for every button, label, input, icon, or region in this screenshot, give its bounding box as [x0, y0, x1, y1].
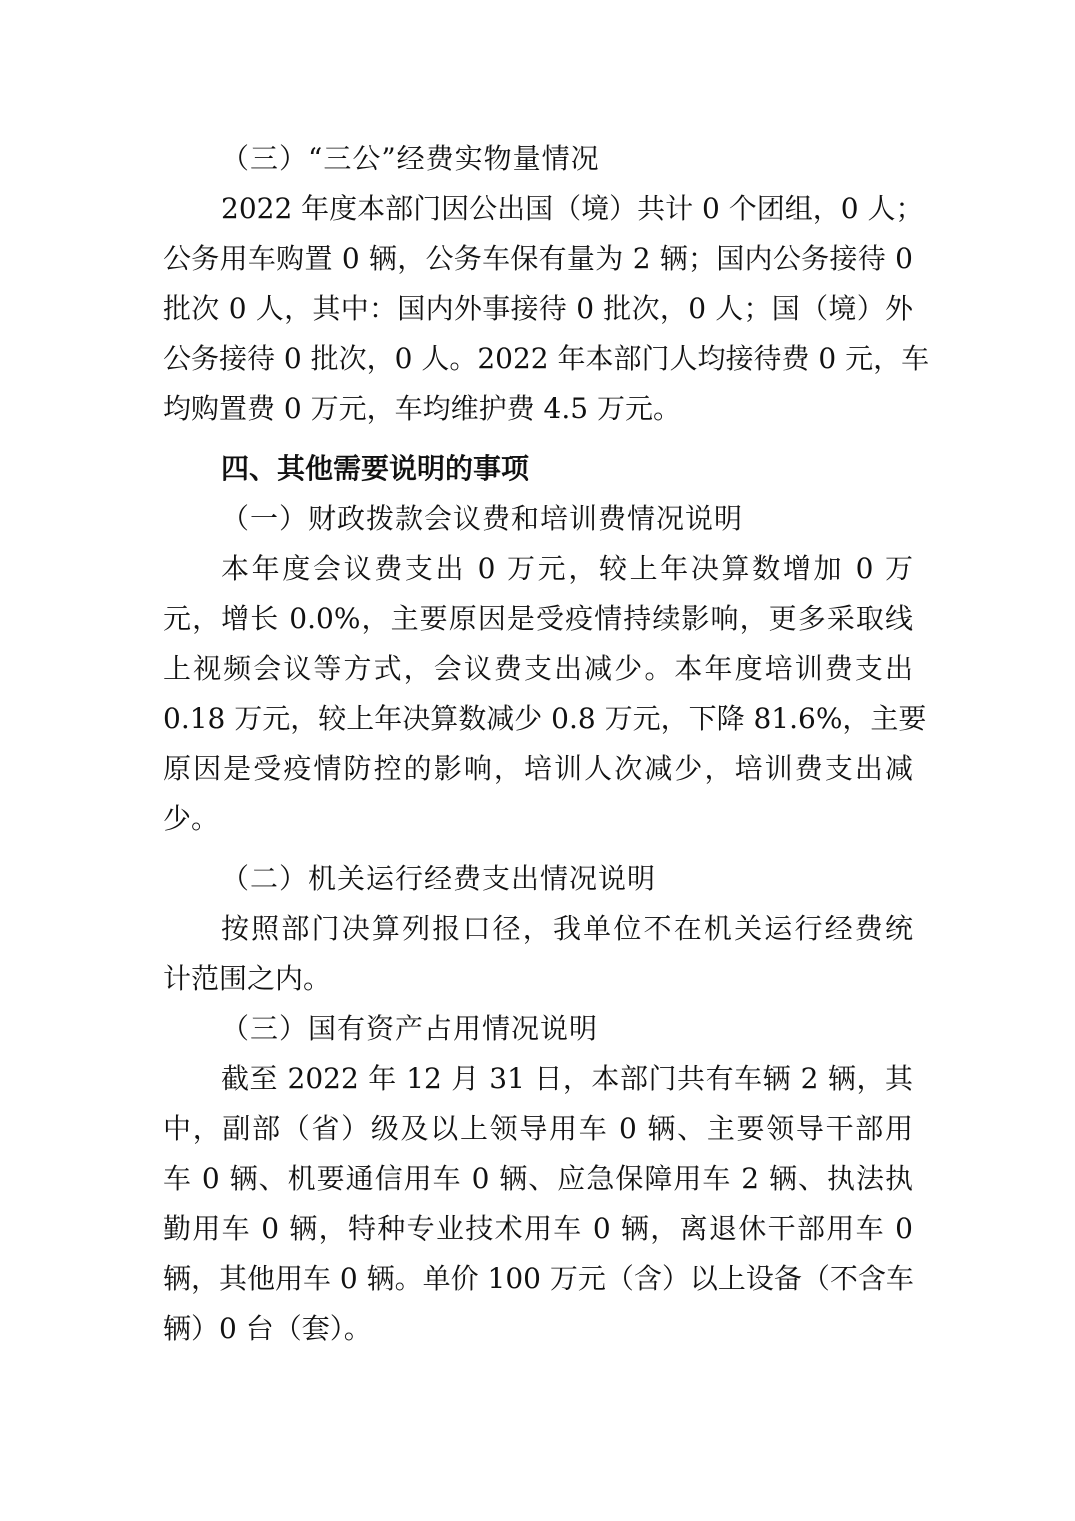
paragraph-line: 辆）0 台（套）。 — [163, 1312, 372, 1345]
paragraph-line: 勤用车 0 辆，特种专业技术用车 0 辆，离退休干部用车 0 — [163, 1212, 913, 1245]
section-title: （一）财政拨款会议费和培训费情况说明 — [221, 502, 744, 535]
paragraph-line: 按照部门决算列报口径，我单位不在机关运行经费统 — [221, 912, 913, 945]
paragraph-line: 本年度会议费支出 0 万元，较上年决算数增加 0 万 — [221, 552, 913, 585]
paragraph-line: 公务接待 0 批次，0 人。2022 年本部门人均接待费 0 元，车 — [163, 342, 930, 375]
paragraph-line: 均购置费 0 万元，车均维护费 4.5 万元。 — [163, 392, 681, 425]
paragraph-line: 原因是受疫情防控的影响，培训人次减少，培训费支出减 — [163, 752, 913, 785]
paragraph-line: 中，副部（省）级及以上领导用车 0 辆、主要领导干部用 — [163, 1112, 913, 1145]
section-title: （三）国有资产占用情况说明 — [221, 1012, 599, 1045]
document-page — [163, 134, 930, 1354]
section-title: （三）“三公”经费实物量情况 — [221, 142, 600, 175]
paragraph-line: 截至 2022 年 12 月 31 日，本部门共有车辆 2 辆，其 — [221, 1062, 913, 1095]
section-heading: 四、其他需要说明的事项 — [221, 452, 530, 485]
paragraph-line: 少。 — [163, 802, 220, 835]
paragraph-line: 2022 年度本部门因公出国（境）共计 0 个团组，0 人； — [221, 192, 924, 225]
paragraph-line: 元，增长 0.0%，主要原因是受疫情持续影响，更多采取线 — [163, 602, 913, 635]
paragraph-line: 公务用车购置 0 辆，公务车保有量为 2 辆；国内公务接待 0 — [163, 242, 913, 275]
paragraph-line: 车 0 辆、机要通信用车 0 辆、应急保障用车 2 辆、执法执 — [163, 1162, 913, 1195]
paragraph-line: 0.18 万元，较上年决算数减少 0.8 万元，下降 81.6%，主要 — [163, 702, 927, 735]
paragraph-line: 批次 0 人，其中：国内外事接待 0 批次，0 人；国（境）外 — [163, 292, 913, 325]
paragraph-line: 计范围之内。 — [163, 962, 332, 995]
section-title: （二）机关运行经费支出情况说明 — [221, 862, 657, 895]
paragraph-line: 上视频会议等方式，会议费支出减少。本年度培训费支出 — [163, 652, 913, 685]
paragraph-line: 辆，其他用车 0 辆。单价 100 万元（含）以上设备（不含车 — [163, 1262, 914, 1295]
